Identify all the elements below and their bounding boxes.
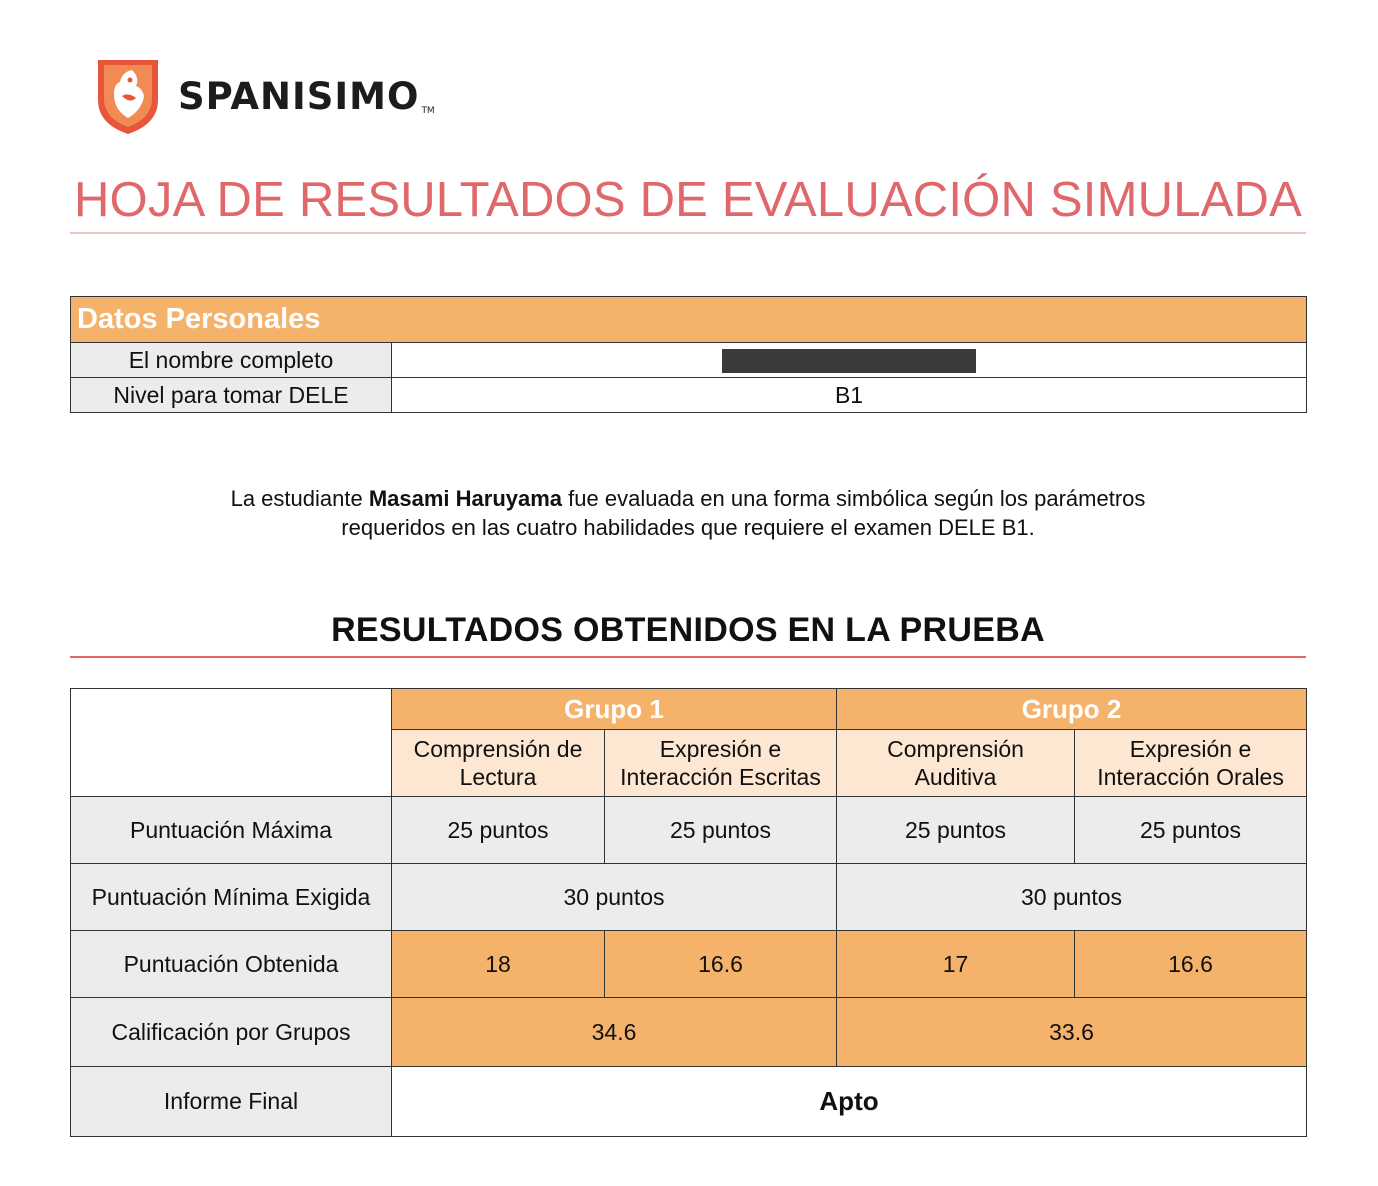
skill-writing: Expresión e Interacción Escritas [605,730,837,797]
brand-name: SPANISIMO [178,74,420,118]
obtained-score-cell: 18 [392,931,605,998]
table-row [71,343,1307,378]
max-score-cell: 25 puntos [392,797,605,864]
group-2-score: 33.6 [837,998,1307,1067]
table-row [71,378,1307,413]
corner-cell [71,689,392,797]
trademark: TM [421,106,435,116]
max-score-cell: 25 puntos [837,797,1075,864]
personal-data-table [70,296,1307,413]
results-table [70,688,1307,1137]
results-title: RESULTADOS OBTENIDOS EN LA PRUEBA [331,611,1045,649]
group-1-score: 34.6 [392,998,837,1067]
table-row [71,797,1307,864]
group-2-header: Grupo 2 [837,689,1307,730]
skill-speaking: Expresión e Interacción Orales [1075,730,1307,797]
spanisimo-logo [92,54,435,138]
statement-line1-suffix: fue evaluada en una forma simbólica según los parámetros [562,486,1146,511]
max-score-cell: 25 puntos [605,797,837,864]
table-row [71,931,1307,998]
title-divider [70,232,1306,234]
dele-level-value: B1 [392,378,1307,413]
full-name-label: El nombre completo [71,343,392,378]
table-row [71,1067,1307,1137]
dele-level-label: Nivel para tomar DELE [71,378,392,413]
results-divider [70,656,1306,658]
max-score-cell: 25 puntos [1075,797,1307,864]
full-name-value [392,343,1307,378]
obtained-score-cell: 16.6 [1075,931,1307,998]
evaluation-statement [70,484,1306,542]
group-score-label: Calificación por Grupos [71,998,392,1067]
rooster-shield-icon [92,54,164,138]
skill-reading: Comprensión de Lectura [392,730,605,797]
min-score-group-1: 30 puntos [392,864,837,931]
student-name: Masami Haruyama [368,486,563,511]
redacted-name [722,349,976,373]
table-row [71,998,1307,1067]
final-report-label: Informe Final [71,1067,392,1137]
max-score-label: Puntuación Máxima [71,797,392,864]
obtained-score-label: Puntuación Obtenida [71,931,392,998]
statement-line-2: requeridos en las cuatro habilidades que requiere el examen DELE B1. [341,515,1035,540]
skill-listening: Comprensión Auditiva [837,730,1075,797]
page-title: HOJA DE RESULTADOS DE EVALUACIÓN SIMULADA [73,173,1303,227]
min-score-group-2: 30 puntos [837,864,1307,931]
group-1-header: Grupo 1 [392,689,837,730]
final-report-value: Apto [392,1067,1307,1137]
obtained-score-cell: 17 [837,931,1075,998]
table-row [71,864,1307,931]
personal-data-header: Datos Personales [71,297,1307,343]
statement-prefix: La estudiante [230,486,369,511]
statement-line-1 [70,484,1306,513]
obtained-score-cell: 16.6 [605,931,837,998]
min-score-label: Puntuación Mínima Exigida [71,864,392,931]
